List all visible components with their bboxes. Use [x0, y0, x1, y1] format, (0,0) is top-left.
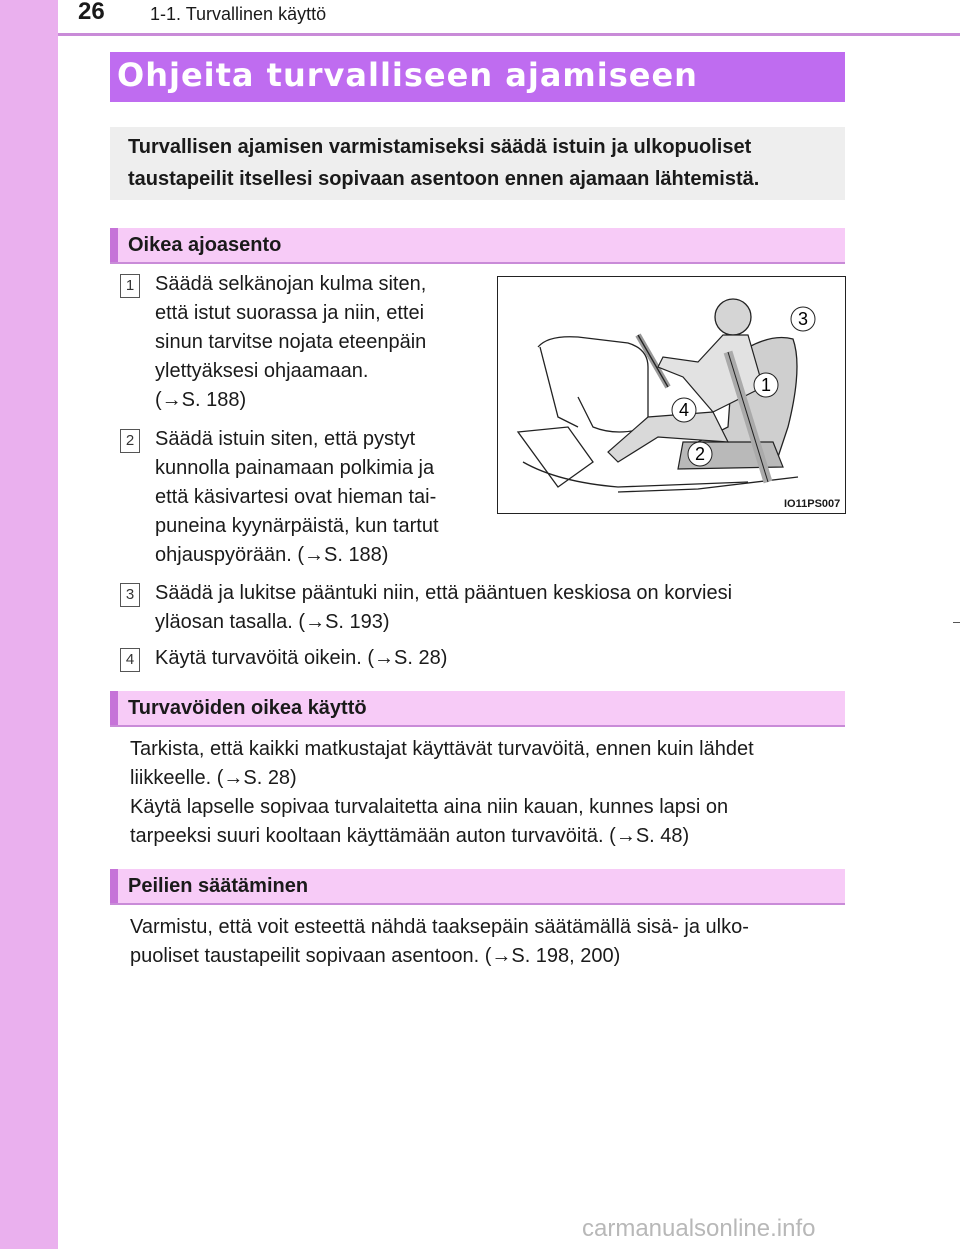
section-title-driving-position: Oikea ajoasento [128, 234, 282, 256]
edge-mark [953, 622, 960, 623]
item-1-text [155, 270, 477, 415]
item-3-line: Säädä ja lukitse pääntuki niin, että pääntuen keskiosa on korviesi [155, 582, 733, 604]
item-4-text [155, 644, 839, 673]
item-2-line: puneina kyynärpäistä, kun tartut [155, 515, 439, 537]
seatbelt-line: Käytä lapselle sopivaa turvalaitetta aina niin kauan, kunnes lapsi on [130, 796, 729, 818]
item-2-line: Säädä istuin siten, että pystyt [155, 428, 416, 450]
item-number-3: 3 [120, 583, 140, 607]
watermark: carmanualsonline.info [582, 1215, 816, 1242]
mirrors-line: puoliset taustapeilit sopivaan asentoon. (→S. 198, 200) [130, 945, 621, 967]
callout-1: 1 [760, 375, 772, 395]
figure-code: IO11PS007 [784, 498, 841, 510]
callout-3: 3 [797, 309, 809, 329]
seatbelt-line: tarpeeksi suuri kooltaan käyttämään auton turvavöitä. (→S. 48) [130, 825, 690, 847]
item-4-line: Käytä turvavöitä oikein. (→S. 28) [155, 647, 448, 669]
seatbelt-line: Tarkista, että kaikki matkustajat käyttävät turvavöitä, ennen kuin lähdet [130, 738, 754, 760]
section-accent [110, 228, 118, 262]
driving-position-illustration [497, 276, 846, 514]
chapter-header: 1-1. Turvallinen käyttö [150, 4, 327, 24]
item-3-line: yläosan tasalla. (→S. 193) [155, 611, 390, 633]
item-1-line: että istut suorassa ja niin, ettei [155, 302, 425, 324]
item-number-1: 1 [120, 274, 140, 298]
item-1-line: ylettyäksesi ohjaamaan. [155, 360, 369, 382]
item-2-text [155, 425, 477, 570]
section-accent [110, 869, 118, 903]
driver-seat-drawing [498, 277, 845, 513]
callout-2: 2 [694, 444, 706, 464]
page-side-band [0, 0, 58, 1249]
item-number-2: 2 [120, 429, 140, 453]
page-title: Ohjeita turvalliseen ajamiseen [117, 56, 698, 94]
intro-text: Turvallisen ajamisen varmistamiseksi säädä istuin ja ulkopuoliset taustapeilit itsellesi sopivaan asentoon ennen ajamaan lähtemistä. [128, 136, 760, 190]
page-number: 26 [78, 0, 105, 25]
section-title-mirrors: Peilien säätäminen [128, 875, 309, 897]
item-2-line: ohjauspyörään. (→S. 188) [155, 544, 389, 566]
item-2-line: että käsivartesi ovat hieman tai- [155, 486, 437, 508]
mirrors-line: Varmistu, että voit esteettä nähdä taaksepäin säätämällä sisä- ja ulko- [130, 916, 749, 938]
item-number-4: 4 [120, 648, 140, 672]
item-1-line: Säädä selkänojan kulma siten, [155, 273, 427, 295]
item-1-line: sinun tarvitse nojata eteenpäin [155, 331, 427, 353]
section-title-seatbelt: Turvavöiden oikea käyttö [128, 697, 367, 719]
seatbelt-text [130, 735, 840, 851]
item-3-text [155, 579, 839, 637]
mirrors-text [130, 913, 840, 971]
callout-4: 4 [678, 400, 690, 420]
header-divider [58, 33, 960, 36]
seatbelt-line: liikkeelle. (→S. 28) [130, 767, 297, 789]
section-accent [110, 691, 118, 725]
item-1-line: (→S. 188) [155, 389, 247, 411]
item-2-line: kunnolla painamaan polkimia ja [155, 457, 435, 479]
